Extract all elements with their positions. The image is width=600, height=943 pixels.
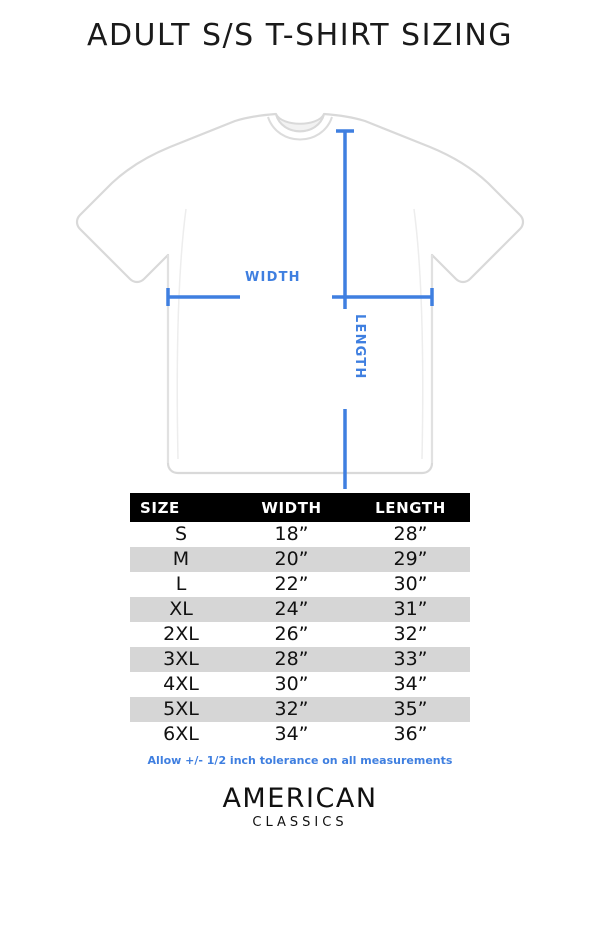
page-title: ADULT S/S T-SHIRT SIZING <box>86 18 514 53</box>
size-table-head <box>130 493 470 522</box>
cell-length: 32” <box>351 622 470 647</box>
cell-size: S <box>130 522 232 547</box>
tshirt-diagram <box>0 59 600 489</box>
cell-size: 2XL <box>130 622 232 647</box>
cell-length: 28” <box>351 522 470 547</box>
size-table-wrapper <box>130 493 470 747</box>
table-header-row <box>130 493 470 522</box>
cell-width: 20” <box>232 547 351 572</box>
brand-subtitle: CLASSICS <box>252 815 348 830</box>
cell-width: 34” <box>232 722 351 747</box>
cell-length: 33” <box>351 647 470 672</box>
table-row <box>130 622 470 647</box>
brand-logo <box>222 783 377 830</box>
cell-length: 36” <box>351 722 470 747</box>
cell-length: 35” <box>351 697 470 722</box>
brand-name: AMERICAN <box>222 783 378 814</box>
table-row <box>130 597 470 622</box>
table-row <box>130 547 470 572</box>
size-table <box>130 493 470 747</box>
table-row <box>130 572 470 597</box>
cell-length: 34” <box>351 672 470 697</box>
table-row <box>130 722 470 747</box>
cell-size: 6XL <box>130 722 232 747</box>
cell-width: 26” <box>232 622 351 647</box>
column-header-width: WIDTH <box>232 493 351 522</box>
cell-size: 5XL <box>130 697 232 722</box>
size-table-body <box>130 522 470 747</box>
length-label: LENGTH <box>352 314 367 380</box>
cell-width: 22” <box>232 572 351 597</box>
table-row <box>130 522 470 547</box>
cell-size: M <box>130 547 232 572</box>
cell-size: XL <box>130 597 232 622</box>
cell-length: 29” <box>351 547 470 572</box>
cell-width: 30” <box>232 672 351 697</box>
table-row <box>130 672 470 697</box>
cell-length: 31” <box>351 597 470 622</box>
column-header-length: LENGTH <box>351 493 470 522</box>
width-label: WIDTH <box>245 270 301 285</box>
cell-size: 3XL <box>130 647 232 672</box>
table-row <box>130 697 470 722</box>
column-header-size: SIZE <box>130 493 232 522</box>
cell-length: 30” <box>351 572 470 597</box>
table-row <box>130 647 470 672</box>
cell-width: 24” <box>232 597 351 622</box>
cell-size: 4XL <box>130 672 232 697</box>
cell-width: 28” <box>232 647 351 672</box>
cell-size: L <box>130 572 232 597</box>
cell-width: 32” <box>232 697 351 722</box>
cell-width: 18” <box>232 522 351 547</box>
tolerance-note: Allow +/- 1/2 inch tolerance on all measurements <box>147 754 453 767</box>
